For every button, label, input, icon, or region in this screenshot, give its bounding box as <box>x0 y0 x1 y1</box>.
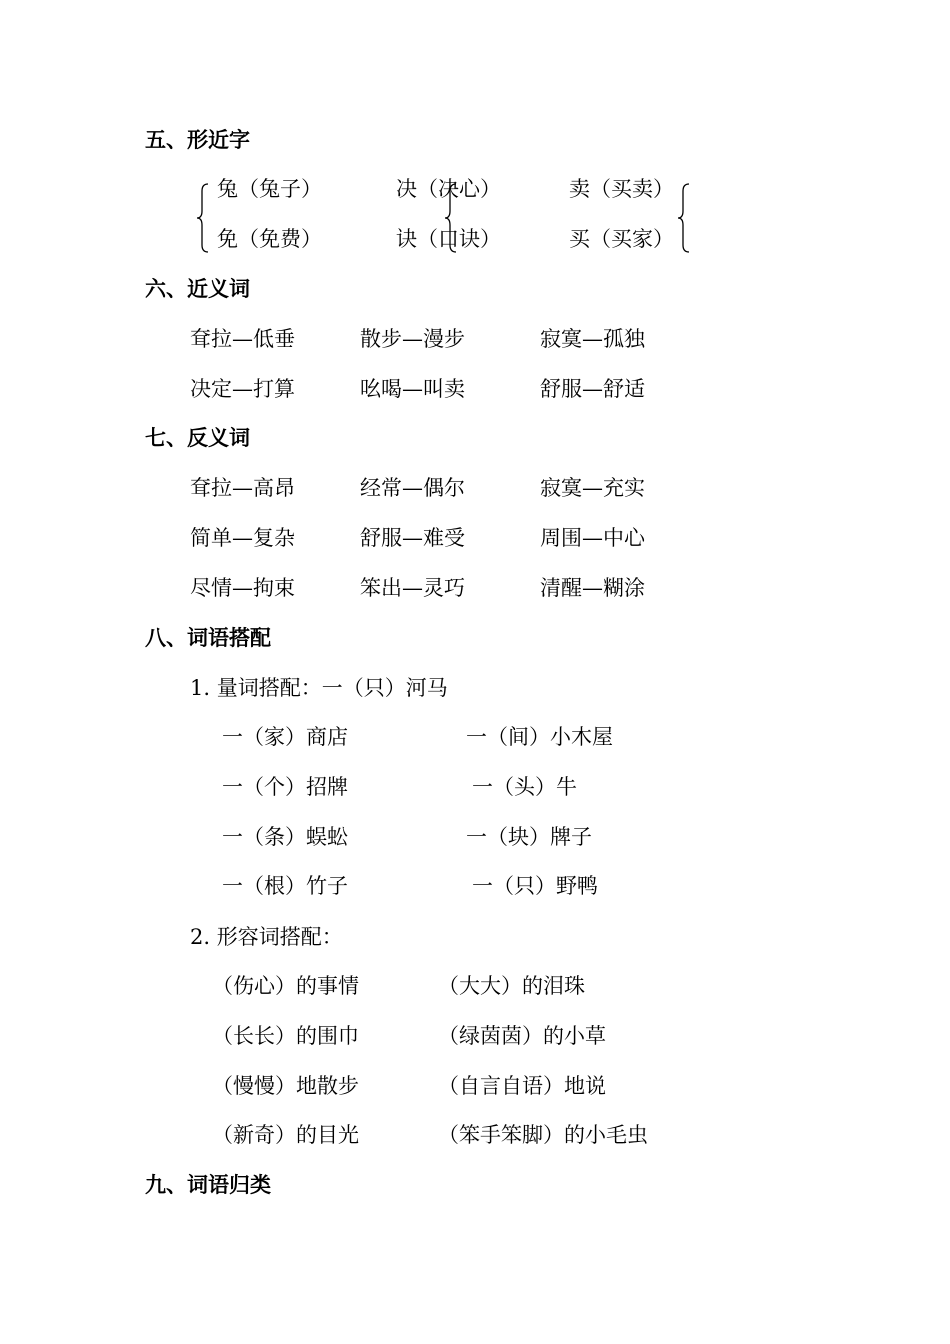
synonym-pair: 寂寞—孤独 <box>540 327 645 351</box>
section-5-title: 五、形近字 <box>145 128 250 152</box>
measure-word-item: 一（头）牛 <box>472 775 577 799</box>
synonym-pair: 决定—打算 <box>190 377 295 401</box>
synonym-pair: 吆喝—叫卖 <box>360 377 465 401</box>
adjective-item: （长长）的围巾 <box>212 1024 359 1048</box>
adjective-item: （自言自语）地说 <box>438 1074 606 1098</box>
adjective-item: （伤心）的事情 <box>212 974 359 998</box>
synonym-pair: 散步—漫步 <box>360 327 465 351</box>
similar-char-3-bottom: 买（买家） <box>569 227 674 251</box>
similar-char-2-bottom: 诀（口诀） <box>396 227 501 251</box>
measure-word-item: 一（根）竹子 <box>222 874 348 898</box>
synonym-pair: 耷拉—低垂 <box>190 327 295 351</box>
similar-char-1-bottom: 免（免费） <box>217 227 322 251</box>
synonym-pair: 舒服—舒适 <box>540 377 645 401</box>
antonym-pair: 简单—复杂 <box>190 526 295 550</box>
section-8-title: 八、词语搭配 <box>145 626 271 650</box>
section-9-title: 九、词语归类 <box>145 1173 271 1197</box>
adjective-item: （大大）的泪珠 <box>438 974 585 998</box>
similar-char-2-top: 决（决心） <box>396 177 501 201</box>
antonym-pair: 笨出—灵巧 <box>360 576 465 600</box>
measure-word-item: 一（个）招牌 <box>222 775 348 799</box>
left-brace-icon <box>677 183 691 253</box>
antonym-pair: 寂寞—充实 <box>540 476 645 500</box>
section-6-title: 六、近义词 <box>145 277 250 301</box>
measure-word-item: 一（块）牌子 <box>466 825 592 849</box>
section-7-title: 七、反义词 <box>145 426 250 450</box>
measure-word-label: 1. 量词搭配：一（只）河马 <box>190 676 448 700</box>
adjective-item: （笨手笨脚）的小毛虫 <box>438 1123 648 1147</box>
antonym-pair: 清醒—糊涂 <box>540 576 645 600</box>
similar-char-1-top: 兔（兔子） <box>217 177 322 201</box>
adjective-item: （绿茵茵）的小草 <box>438 1024 606 1048</box>
adjective-item: （新奇）的目光 <box>212 1123 359 1147</box>
measure-word-item: 一（间）小木屋 <box>466 725 613 749</box>
measure-word-item: 一（条）蜈蚣 <box>222 825 348 849</box>
antonym-pair: 经常—偶尔 <box>360 476 465 500</box>
adjective-label: 2. 形容词搭配： <box>190 925 343 949</box>
measure-word-item: 一（家）商店 <box>222 725 348 749</box>
left-brace-icon <box>196 183 210 253</box>
similar-char-3-top: 卖（买卖） <box>569 177 674 201</box>
antonym-pair: 尽情—拘束 <box>190 576 295 600</box>
antonym-pair: 舒服—难受 <box>360 526 465 550</box>
adjective-item: （慢慢）地散步 <box>212 1074 359 1098</box>
antonym-pair: 周围—中心 <box>540 526 645 550</box>
measure-word-item: 一（只）野鸭 <box>472 874 598 898</box>
antonym-pair: 耷拉—高昂 <box>190 476 295 500</box>
